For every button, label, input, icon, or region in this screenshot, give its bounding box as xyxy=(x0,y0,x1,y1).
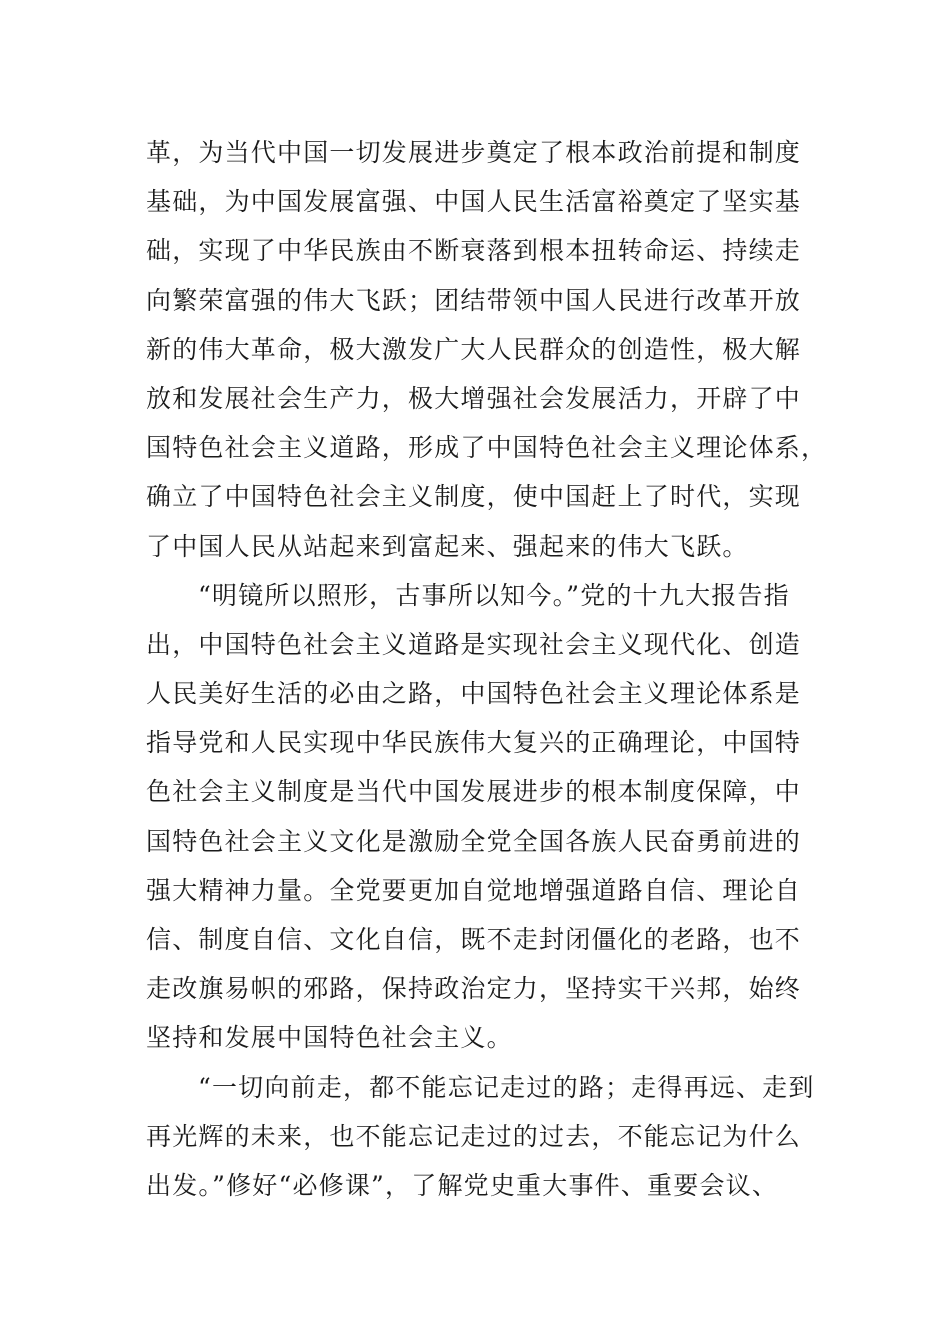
paragraph-line: 走改旗易帜的邪路，保持政治定力，坚持实干兴邦，始终 xyxy=(146,974,802,1004)
paragraph-line: 新的伟大革命，极大激发广大人民群众的创造性，极大解 xyxy=(146,334,802,364)
paragraph-line: 国特色社会主义道路，形成了中国特色社会主义理论体系， xyxy=(146,433,828,463)
paragraph-line: 国特色社会主义文化是激励全党全国各族人民奋勇前进的 xyxy=(146,826,802,856)
paragraph-line: 坚持和发展中国特色社会主义。 xyxy=(146,1023,513,1053)
paragraph-line: 础，实现了中华民族由不断衰落到根本扭转命运、持续走 xyxy=(146,236,802,266)
paragraph-line: 确立了中国特色社会主义制度，使中国赶上了时代，实现 xyxy=(146,482,802,512)
document-body xyxy=(146,128,828,1210)
paragraph-line: 向繁荣富强的伟大飞跃；团结带领中国人民进行改革开放 xyxy=(146,285,802,315)
paragraph-line: 强大精神力量。全党要更加自觉地增强道路自信、理论自 xyxy=(146,875,802,905)
paragraph-line: 出，中国特色社会主义道路是实现社会主义现代化、创造 xyxy=(146,629,802,659)
paragraph-line: 指导党和人民实现中华民族伟大复兴的正确理论，中国特 xyxy=(146,728,802,758)
paragraph-line: 了中国人民从站起来到富起来、强起来的伟大飞跃。 xyxy=(146,531,749,561)
paragraph-line: 出发。”修好“必修课”，了解党史重大事件、重要会议、 xyxy=(146,1170,779,1200)
paragraph-1 xyxy=(146,128,828,571)
paragraph-3 xyxy=(146,1063,815,1211)
paragraph-line: 色社会主义制度是当代中国发展进步的根本制度保障，中 xyxy=(146,777,802,807)
paragraph-line: 信、制度自信、文化自信，既不走封闭僵化的老路，也不 xyxy=(146,925,802,954)
paragraph-line: 基础，为中国发展富强、中国人民生活富裕奠定了坚实基 xyxy=(146,187,802,217)
paragraph-2 xyxy=(146,571,806,1063)
paragraph-line: “明镜所以照形，古事所以知今。”党的十九大报告指 xyxy=(198,580,790,610)
paragraph-line: 放和发展社会生产力，极大增强社会发展活力，开辟了中 xyxy=(146,383,802,413)
paragraph-line: 再光辉的未来，也不能忘记走过的过去，不能忘记为什么 xyxy=(146,1121,802,1151)
paragraph-line: “一切向前走，都不能忘记走过的路；走得再远、走到 xyxy=(198,1072,815,1102)
paragraph-line: 革，为当代中国一切发展进步奠定了根本政治前提和制度 xyxy=(146,138,802,167)
paragraph-line: 人民美好生活的必由之路，中国特色社会主义理论体系是 xyxy=(146,679,802,709)
